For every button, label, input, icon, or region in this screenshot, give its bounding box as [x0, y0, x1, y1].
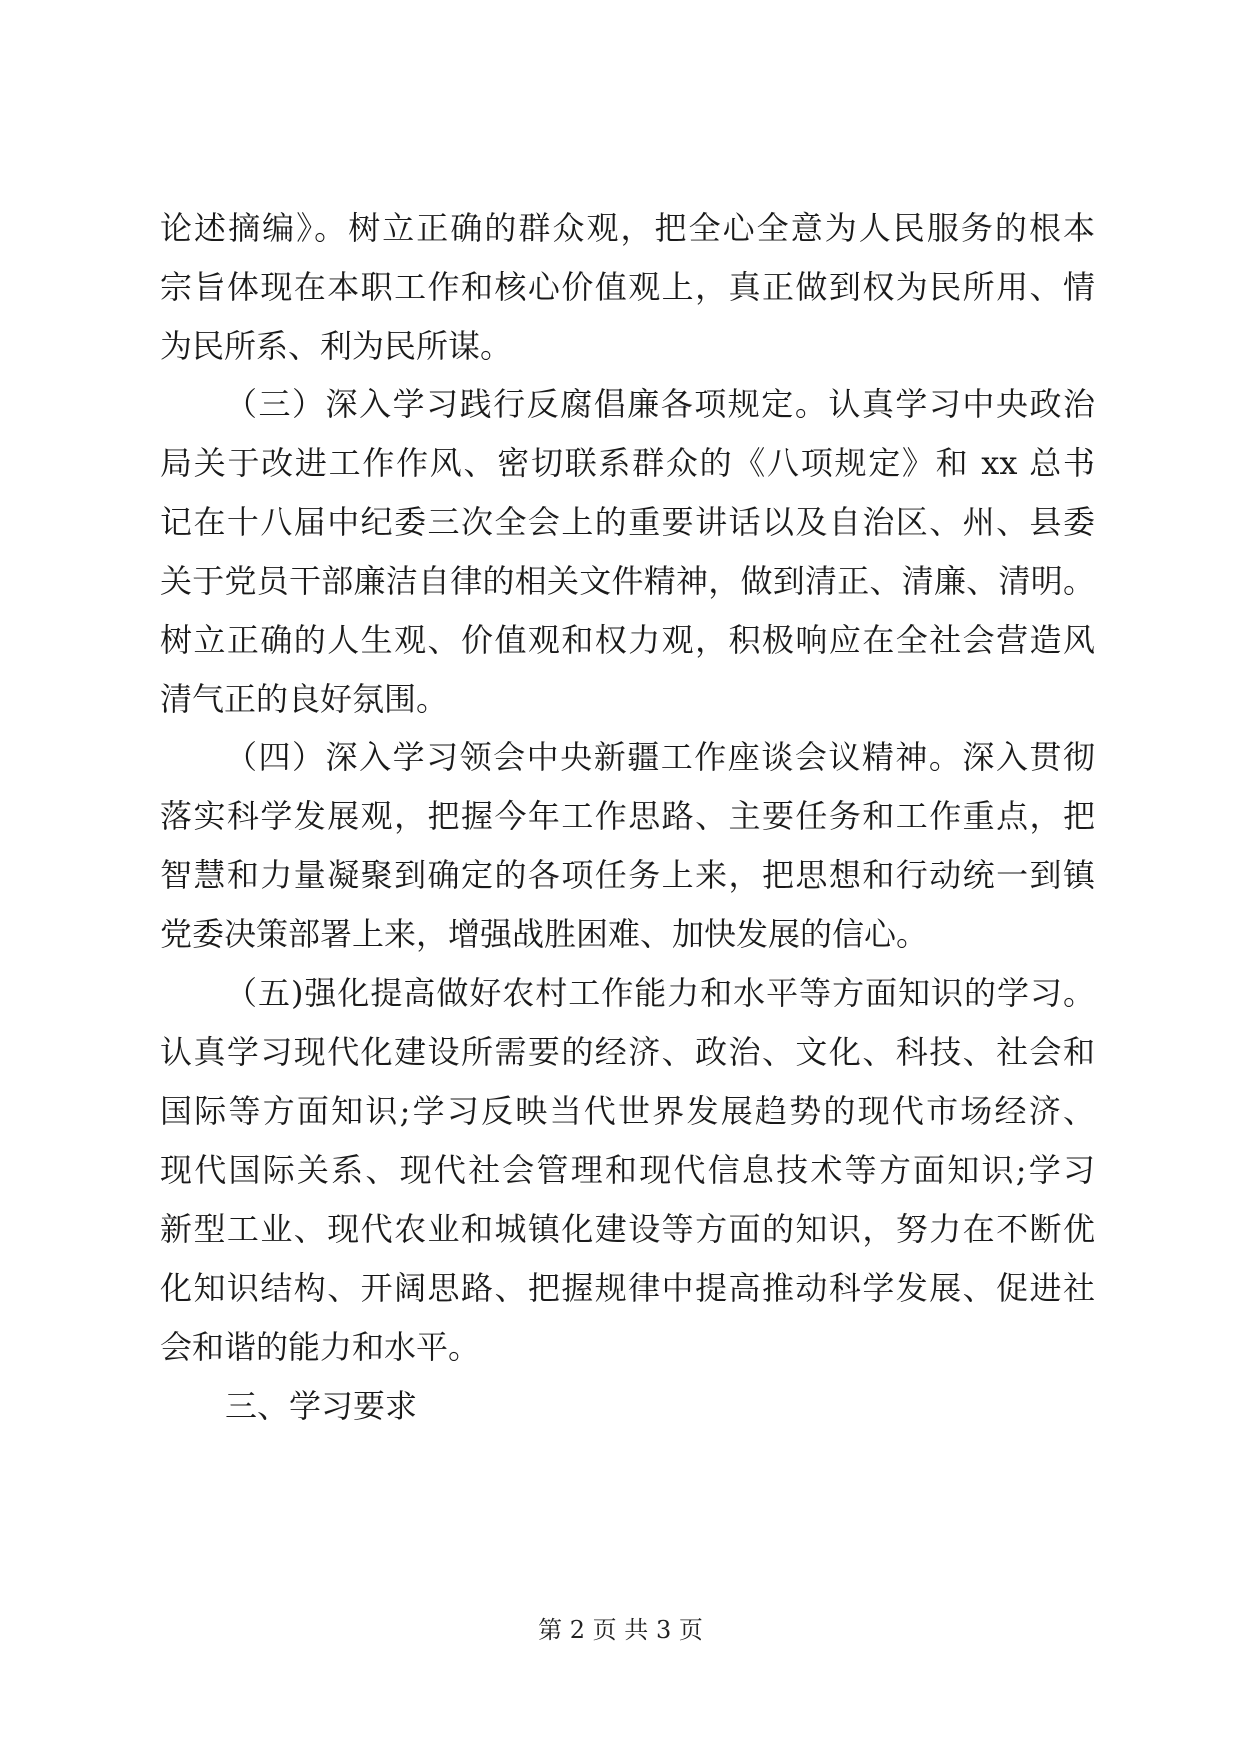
body-text-line: 新型工业、现代农业和城镇化建设等方面的知识，努力在不断优 — [160, 1210, 1095, 1248]
body-text-line: 党委决策部署上来，增强战胜困难、加快发展的信心。 — [160, 915, 929, 953]
body-text-line: 落实科学发展观，把握今年工作思路、主要任务和工作重点，把 — [160, 797, 1095, 835]
body-text-line: 论述摘编》。树立正确的群众观，把全心全意为人民服务的根本 — [160, 209, 1095, 247]
body-text-line: 局关于改进工作作风、密切联系群众的《八项规定》和 xx 总书 — [160, 444, 1095, 482]
chapter-heading: 三、学习要求 — [225, 1387, 418, 1425]
body-text-line: 树立正确的人生观、价值观和权力观，积极响应在全社会营造风 — [160, 621, 1095, 659]
page-number-footer: 第 2 页 共 3 页 — [538, 1616, 703, 1644]
body-text-line: 会和谐的能力和水平。 — [160, 1328, 481, 1366]
body-text-line: 关于党员干部廉洁自律的相关文件精神，做到清正、清廉、清明。 — [160, 562, 1095, 600]
section-heading-line: （五)强化提高做好农村工作能力和水平等方面知识的学习。 — [225, 974, 1095, 1012]
body-text-line: 记在十八届中纪委三次全会上的重要讲话以及自治区、州、县委 — [160, 503, 1095, 541]
body-text-line: 国际等方面知识;学习反映当代世界发展趋势的现代市场经济、 — [160, 1092, 1095, 1130]
body-text-line: 现代国际关系、现代社会管理和现代信息技术等方面知识;学习 — [160, 1151, 1095, 1189]
section-heading-line: （四）深入学习领会中央新疆工作座谈会议精神。深入贯彻 — [225, 738, 1095, 776]
body-text-line: 宗旨体现在本职工作和核心价值观上，真正做到权为民所用、情 — [160, 268, 1095, 306]
body-text-line: 化知识结构、开阔思路、把握规律中提高推动科学发展、促进社 — [160, 1269, 1095, 1307]
section-heading-line: （三）深入学习践行反腐倡廉各项规定。认真学习中央政治 — [225, 385, 1095, 423]
body-text-line: 认真学习现代化建设所需要的经济、政治、文化、科技、社会和 — [160, 1033, 1095, 1071]
body-text-line: 清气正的良好氛围。 — [160, 680, 449, 718]
body-text-line: 为民所系、利为民所谋。 — [160, 327, 513, 365]
body-text-line: 智慧和力量凝聚到确定的各项任务上来，把思想和行动统一到镇 — [160, 856, 1095, 894]
